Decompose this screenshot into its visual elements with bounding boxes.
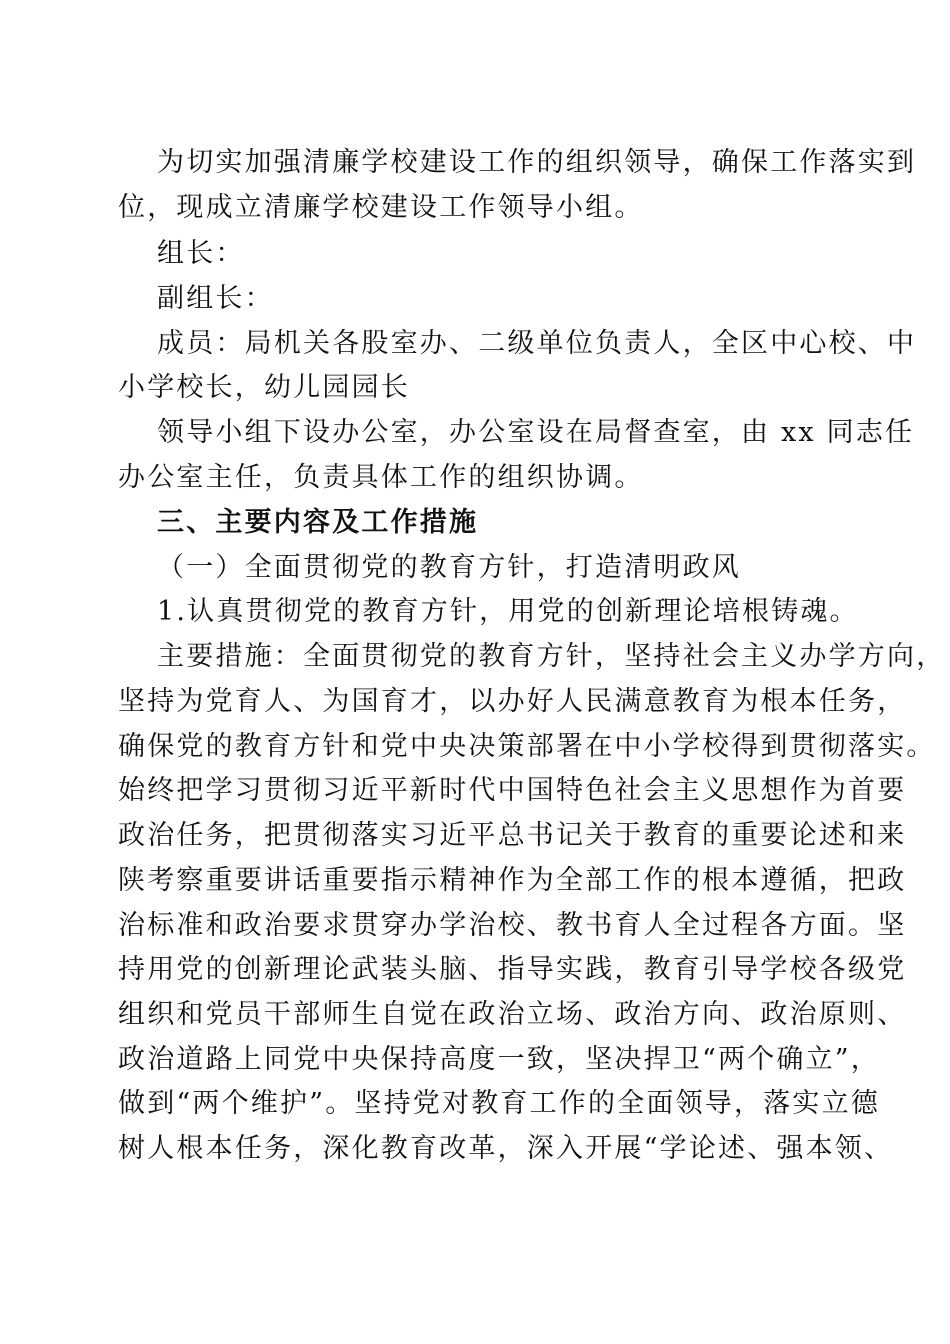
office-line-2: 办公室主任，负责具体工作的组织协调。	[118, 462, 644, 493]
measures-line: 政治道路上同党中央保持高度一致，坚决捍卫“两个确立”，	[118, 1044, 881, 1075]
deputy-leader-label: 副组长：	[157, 283, 274, 314]
measures-line: 做到“两个维护”。坚持党对教育工作的全面领导，落实立德	[118, 1088, 881, 1119]
measures-line: 持用党的创新理论武装头脑、指导实践，教育引导学校各级党	[118, 954, 907, 985]
measures-line: 组织和党员干部师生自觉在政治立场、政治方向、政治原则、	[118, 999, 907, 1030]
paragraph-setup-line-2: 位，现成立清廉学校建设工作领导小组。	[118, 192, 644, 223]
leader-label: 组长：	[157, 238, 245, 269]
office-line-1: 领导小组下设办公室，办公室设在局督查室，由 xx 同志任	[157, 417, 915, 448]
members-line-2: 小学校长，幼儿园园长	[118, 372, 410, 403]
measures-line: 治标准和政治要求贯穿办学治校、教书育人全过程各方面。坚	[118, 910, 907, 941]
measures-line: 陕考察重要讲话重要指示精神作为全部工作的根本遵循，把政	[118, 865, 907, 896]
measures-line: 树人根本任务，深化教育改革，深入开展“学论述、强本领、	[118, 1133, 894, 1164]
measures-line: 始终把学习贯彻习近平新时代中国特色社会主义思想作为首要	[118, 775, 907, 806]
paragraph-setup-line-1: 为切实加强清廉学校建设工作的组织领导，确保工作落实到	[157, 147, 917, 178]
item-heading: 1.认真贯彻党的教育方针，用党的创新理论培根铸魂。	[157, 596, 859, 627]
measures-line: 确保党的教育方针和党中央决策部署在中小学校得到贯彻落实。	[118, 731, 936, 762]
measures-line: 政治任务，把贯彻落实习近平总书记关于教育的重要论述和来	[118, 820, 907, 851]
subsection-heading: （一）全面贯彻党的教育方针，打造清明政风	[157, 552, 741, 583]
measures-line: 主要措施：全面贯彻党的教育方针，坚持社会主义办学方向，	[157, 641, 946, 672]
section-heading: 三、主要内容及工作措施	[157, 507, 479, 538]
members-line-1: 成员：局机关各股室办、二级单位负责人，全区中心校、中	[157, 328, 917, 359]
measures-line: 坚持为党育人、为国育才，以办好人民满意教育为根本任务，	[118, 686, 907, 717]
